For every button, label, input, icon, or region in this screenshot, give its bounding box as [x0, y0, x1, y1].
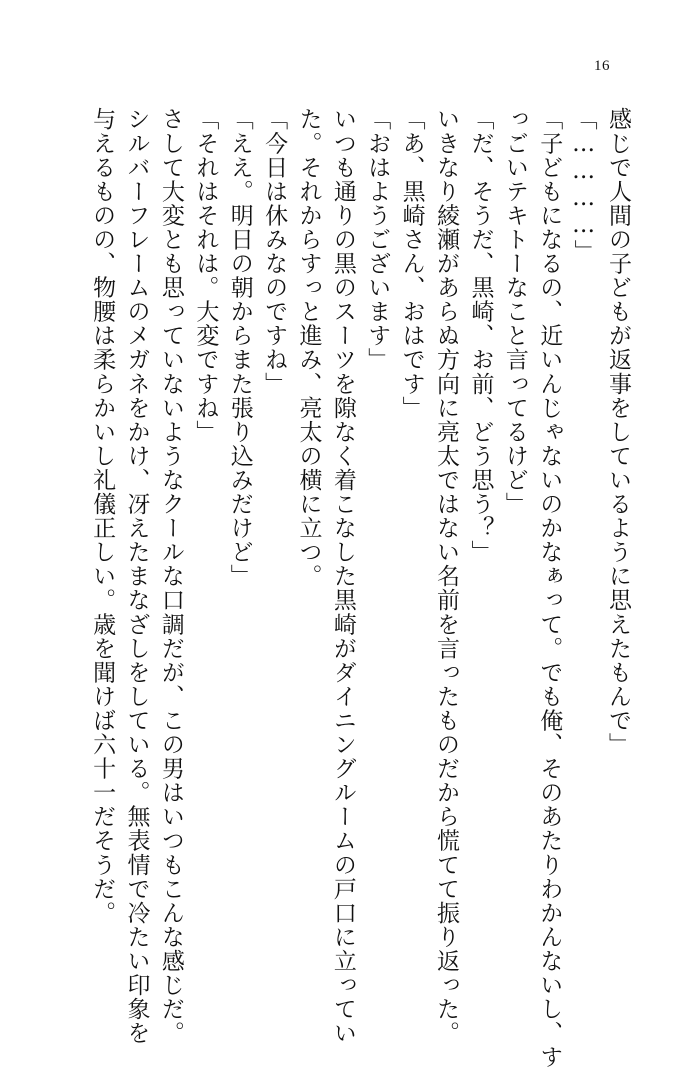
- vertical-text-body: [89, 107, 631, 1069]
- text-line: 「子どもになるの、近いんじゃないのかなぁって。でも俺、そのあたりわかんないし、す: [536, 107, 563, 1069]
- text-line: っごいテキトーなこと言ってるけど」: [501, 107, 528, 516]
- text-line: 「おはようございます」: [364, 107, 391, 372]
- text-line: 「それはそれは。大変ですね」: [192, 107, 219, 444]
- text-line: シルバーフレームのメガネをかけ、冴えたまなざしをしている。無表情で冷たい印象を: [123, 107, 150, 1045]
- text-line: た。それからすっと進み、亮太の横に立つ。: [295, 107, 322, 588]
- text-line: 「だ、そうだ、黒崎、お前、どう思う？」: [467, 107, 494, 564]
- text-line: 「ええ。明日の朝からまた張り込みだけど」: [226, 107, 253, 588]
- text-line: 感じで人間の子どもが返事をしているように思えたもんで」: [605, 107, 631, 757]
- text-line: いつも通りの黒のスーツを隙なく着こなした黒崎がダイニングルームの戸口に立ってい: [329, 107, 356, 1045]
- text-line: 「今日は休みなのですね」: [261, 107, 288, 396]
- text-line: いきなり綾瀬があらぬ方向に亮太ではない名前を言ったものだから慌てて振り返った。: [433, 107, 460, 1045]
- page-number: 16: [594, 58, 610, 74]
- text-line: さして大変とも思っていないようなクールな口調だが、この男はいつもこんな感じだ。: [157, 107, 184, 1045]
- text-line: 「…………」: [570, 107, 597, 264]
- text-line: 「あ、黒崎さん、おはです」: [398, 107, 425, 420]
- text-line: 与えるものの、物腰は柔らかいし礼儀正しい。歳を聞けば六十一だそうだ。: [89, 107, 116, 925]
